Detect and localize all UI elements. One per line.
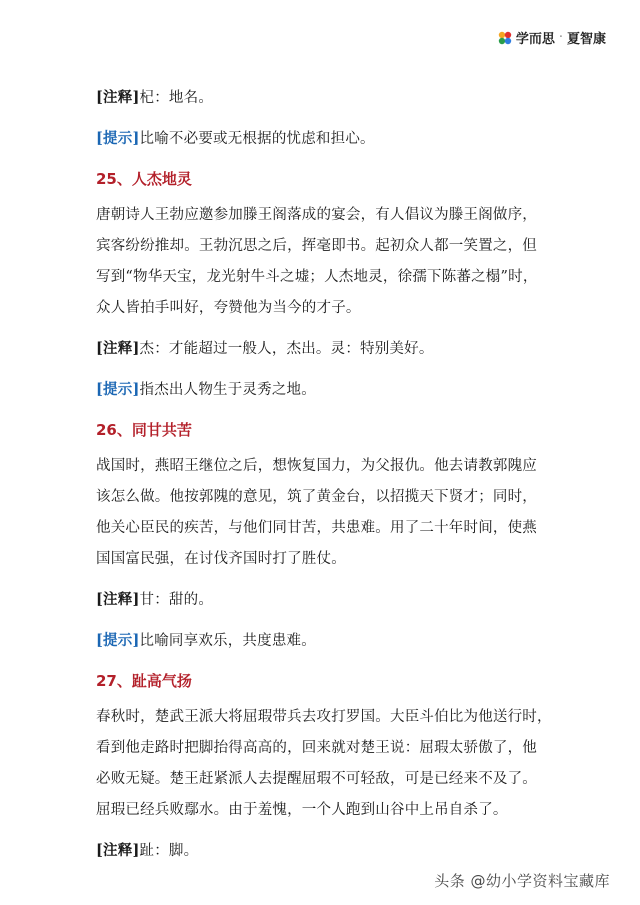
paragraph-line: 必败无疑。楚王赶紧派人去提醒屈瑕不可轻敌，可是已经来不及了。 (96, 771, 537, 787)
annotation-line (96, 584, 556, 616)
idiom-heading: 26、同甘共苦 (96, 421, 192, 439)
hint-line (96, 123, 556, 155)
paragraph-line: 看到他走路时把脚抬得高高的，回来就对楚王说：屈瑕太骄傲了，他 (96, 740, 537, 756)
paragraph-line: 该怎么做。他按郭隗的意见，筑了黄金台，以招揽天下贤才；同时， (96, 489, 537, 505)
brand-separator: · (558, 30, 563, 45)
idiom-heading: 27、趾高气扬 (96, 672, 192, 690)
brand-name: 学而思 (515, 32, 555, 47)
annotation-text: 杰：才能超过一般人，杰出。灵：特别美好。 (139, 341, 434, 357)
paragraph-line: 他关心臣民的疾苦，与他们同甘苦，共患难。用了二十年时间，使燕 (96, 520, 537, 536)
paragraph-line: 宾客纷纷推却。王勃沉思之后，挥毫即书。起初众人都一笑置之，但 (96, 238, 537, 254)
paragraph-line: 春秋时，楚武王派大将屈瑕带兵去攻打罗国。大臣斗伯比为他送行时， (96, 709, 552, 725)
annotation-text: 杞：地名。 (139, 90, 214, 106)
hint-text: 指杰出人物生于灵秀之地。 (139, 382, 316, 398)
annotation-line (96, 333, 556, 365)
brand-logo (498, 28, 606, 47)
paragraph-line: 唐朝诗人王勃应邀参加滕王阁落成的宴会，有人倡议为滕王阁做序， (96, 207, 537, 223)
brand-mark-icon (498, 31, 512, 45)
story-paragraph (96, 702, 556, 826)
annotation-tag: [注释] (96, 591, 140, 608)
annotation-line (96, 82, 556, 114)
annotation-text: 甘：甜的。 (139, 592, 214, 608)
hint-tag: [提示] (96, 632, 140, 649)
hint-line (96, 625, 556, 657)
annotation-tag: [注释] (96, 340, 140, 357)
annotation-text: 趾：脚。 (139, 843, 199, 859)
hint-text: 比喻不必要或无根据的忧虑和担心。 (139, 131, 375, 147)
annotation-tag: [注释] (96, 842, 140, 859)
annotation-line (96, 835, 556, 867)
brand-subname: 夏智康 (566, 32, 606, 47)
hint-text: 比喻同享欢乐，共度患难。 (139, 633, 316, 649)
hint-tag: [提示] (96, 130, 140, 147)
paragraph-line: 战国时，燕昭王继位之后，想恢复国力，为父报仇。他去请教郭隗应 (96, 458, 537, 474)
document-body (96, 82, 556, 876)
annotation-tag: [注释] (96, 89, 140, 106)
story-paragraph (96, 200, 556, 324)
paragraph-line: 众人皆拍手叫好，夸赞他为当今的才子。 (96, 300, 361, 316)
idiom-heading: 25、人杰地灵 (96, 170, 192, 188)
hint-tag: [提示] (96, 381, 140, 398)
hint-line (96, 374, 556, 406)
paragraph-line: 屈瑕已经兵败鄢水。由于羞愧，一个人跑到山谷中上吊自杀了。 (96, 802, 508, 818)
paragraph-line: 国国富民强，在讨伐齐国时打了胜仗。 (96, 551, 346, 567)
paragraph-line: 写到“物华天宝，龙光射牛斗之墟；人杰地灵，徐孺下陈蕃之榻”时， (96, 269, 538, 285)
watermark: 头条 @幼小学资料宝藏库 (434, 872, 610, 890)
story-paragraph (96, 451, 556, 575)
